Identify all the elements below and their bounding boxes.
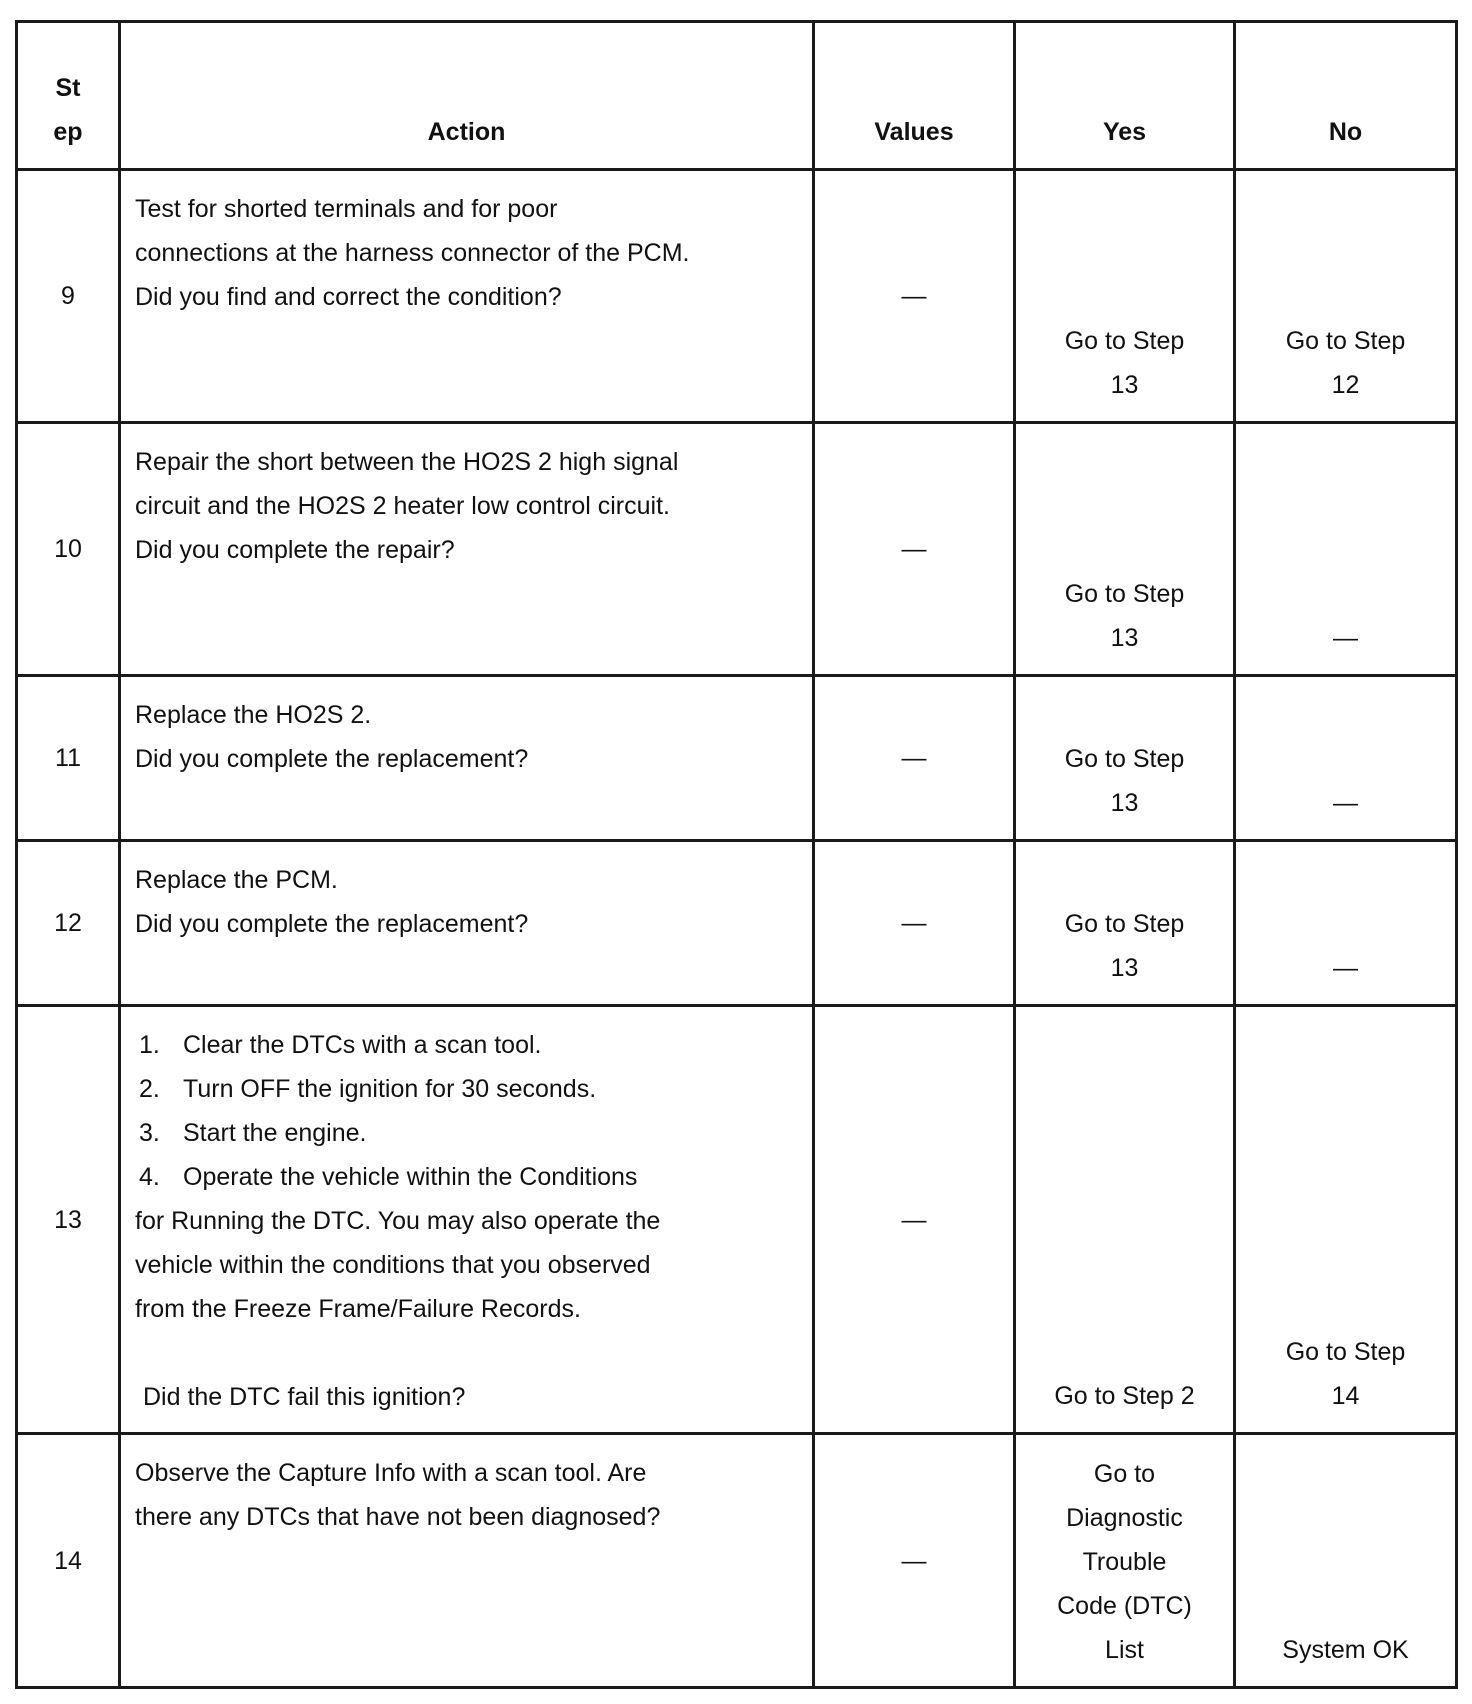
no-line: Go to Step — [1285, 1338, 1406, 1366]
yes-line: Diagnostic — [1066, 1504, 1183, 1532]
list-item — [135, 1023, 802, 1067]
yes-line: Trouble — [1082, 1548, 1167, 1576]
yes-line: Go to Step — [1064, 910, 1185, 938]
header-action: Action — [120, 22, 814, 170]
values-cell: — — [814, 423, 1015, 676]
values-cell: — — [814, 1006, 1015, 1434]
action-line: Did you complete the replacement? — [135, 910, 529, 938]
action-cell — [120, 841, 814, 1006]
header-values: Values — [814, 22, 1015, 170]
step-number: 14 — [17, 1434, 120, 1688]
step-number: 12 — [17, 841, 120, 1006]
yes-cell — [1015, 841, 1235, 1006]
yes-line: List — [1105, 1636, 1144, 1664]
action-line: Test for shorted terminals and for poor — [135, 195, 558, 223]
step-number: 11 — [17, 676, 120, 841]
yes-line: 13 — [1110, 624, 1139, 652]
values-cell: — — [814, 676, 1015, 841]
action-question: Did the DTC fail this ignition? — [143, 1383, 466, 1411]
action-line: Did you find and correct the condition? — [135, 283, 562, 311]
no-cell — [1235, 170, 1457, 423]
table-row — [17, 423, 1457, 676]
values-cell: — — [814, 170, 1015, 423]
action-cell — [120, 1434, 814, 1688]
action-line: Repair the short between the HO2S 2 high signal — [135, 448, 679, 476]
values-cell: — — [814, 1434, 1015, 1688]
list-text: Clear the DTCs with a scan tool. — [183, 1031, 542, 1059]
no-cell: — — [1235, 676, 1457, 841]
list-text: Operate the vehicle within the Conditions — [183, 1163, 638, 1191]
action-cell — [120, 1006, 814, 1434]
yes-line: 13 — [1110, 954, 1139, 982]
header-row — [17, 22, 1457, 170]
yes-cell — [1015, 1434, 1235, 1688]
step-number: 9 — [17, 170, 120, 423]
step-number: 13 — [17, 1006, 120, 1434]
header-step — [17, 22, 120, 170]
yes-line: Go to — [1093, 1460, 1156, 1488]
header-step-line-1: St — [55, 74, 81, 102]
action-line: Observe the Capture Info with a scan tool. Are — [135, 1459, 647, 1487]
yes-line: Go to Step — [1064, 327, 1185, 355]
table-row — [17, 170, 1457, 423]
action-cell — [120, 423, 814, 676]
action-line: Replace the HO2S 2. — [135, 701, 372, 729]
header-no: No — [1235, 22, 1457, 170]
list-text: Turn OFF the ignition for 30 seconds. — [183, 1075, 597, 1103]
yes-line: 13 — [1110, 789, 1139, 817]
no-cell: — — [1235, 423, 1457, 676]
step-number: 10 — [17, 423, 120, 676]
no-cell: System OK — [1235, 1434, 1457, 1688]
action-cell — [120, 676, 814, 841]
no-line: 14 — [1331, 1382, 1360, 1410]
no-cell: — — [1235, 841, 1457, 1006]
list-number: 3. — [139, 1119, 160, 1147]
yes-cell — [1015, 423, 1235, 676]
action-line: circuit and the HO2S 2 heater low control circuit. — [135, 492, 670, 520]
list-item — [135, 1067, 802, 1111]
action-line: for Running the DTC. You may also operate the — [135, 1207, 661, 1235]
action-line: connections at the harness connector of the PCM. — [135, 239, 690, 267]
action-line: Did you complete the replacement? — [135, 745, 529, 773]
list-item — [135, 1155, 802, 1199]
yes-cell — [1015, 676, 1235, 841]
no-line: Go to Step — [1285, 327, 1406, 355]
table-row — [17, 841, 1457, 1006]
action-line: there any DTCs that have not been diagnosed? — [135, 1503, 661, 1531]
table-row — [17, 1006, 1457, 1434]
header-step-line-2: ep — [53, 118, 83, 146]
action-line: Replace the PCM. — [135, 866, 338, 894]
action-line: Did you complete the repair? — [135, 536, 455, 564]
action-line: vehicle within the conditions that you observed — [135, 1251, 651, 1279]
list-text: Start the engine. — [183, 1119, 367, 1147]
values-cell: — — [814, 841, 1015, 1006]
no-line: 12 — [1331, 371, 1360, 399]
yes-cell — [1015, 170, 1235, 423]
list-number: 2. — [139, 1075, 160, 1103]
diagnostic-table — [15, 20, 1458, 1689]
spacer — [135, 1331, 802, 1375]
list-number: 4. — [139, 1163, 160, 1191]
header-yes: Yes — [1015, 22, 1235, 170]
yes-cell: Go to Step 2 — [1015, 1006, 1235, 1434]
yes-line: Go to Step — [1064, 745, 1185, 773]
action-line: from the Freeze Frame/Failure Records. — [135, 1295, 581, 1323]
action-cell — [120, 170, 814, 423]
no-cell — [1235, 1006, 1457, 1434]
list-item — [135, 1111, 802, 1155]
yes-line: 13 — [1110, 371, 1139, 399]
yes-line: Code (DTC) — [1057, 1592, 1192, 1620]
yes-line: Go to Step — [1064, 580, 1185, 608]
list-number: 1. — [139, 1031, 160, 1059]
table-row — [17, 676, 1457, 841]
table-row — [17, 1434, 1457, 1688]
